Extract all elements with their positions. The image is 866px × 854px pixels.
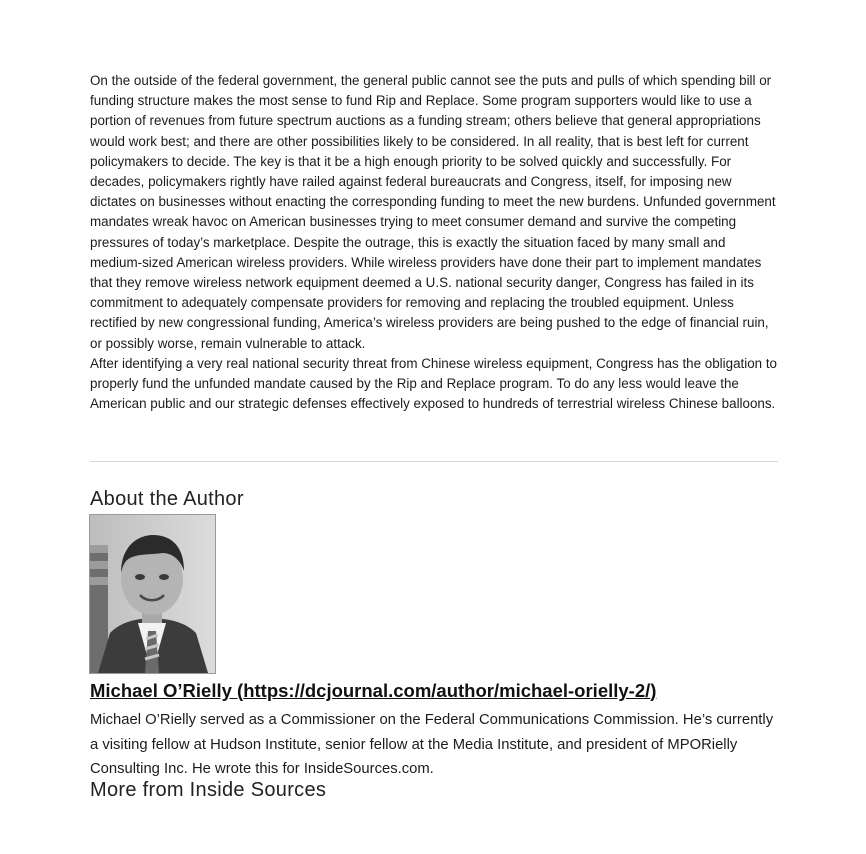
author-name: Michael O’Rielly: [90, 680, 232, 701]
section-divider: [90, 461, 778, 462]
article-paragraph: On the outside of the federal government, the general public cannot see the puts and pulls of which spending bill or funding structure makes the most sense to fund Rip and Replace. Some program supporters would like to use a portion of revenues from future spectrum auctions as a funding stream; others believe that general appropriations would work best; and there are other possibilities likely to be considered. In all reality, that is best left for current policymakers to decide. The key is that it be a high enough priority to be solved quickly and successfully. For decades, policymakers rightly have railed against federal bureaucrats and Congress, itself, for imposing new dictates on businesses without enacting the corresponding funding to meet the new burdens. Unfunded government mandates wreak havoc on American businesses trying to meet consumer demand and survive the competing pressures of today’s marketplace. Despite the outrage, this is exactly the situation faced by many small and medium-sized American wireless providers. While wireless providers have done their part to implement mandates that they remove wireless network equipment deemed a U.S. national security danger, Congress has failed in its commitment to adequately compensate providers for removing and replacing the troubled equipment. Unless rectified by new congressional funding, America’s wireless providers are being pushed to the edge of financial ruin, or possibly worse, remain vulnerable to attack.: [90, 73, 776, 351]
article-paragraph: After identifying a very real national security threat from Chinese wireless equipment, Congress has the obligation to properly fund the unfunded mandate caused by the Rip and Replace program. To do any less would leave the American public and our strategic defenses effectively exposed to hundreds of terrestrial wireless Chinese balloons.: [90, 355, 777, 412]
author-link[interactable]: [90, 679, 656, 703]
author-bio: Michael O’Rielly served as a Commissioner on the Federal Communications Commission. He’s currently a visiting fellow at Hudson Institute, senior fellow at the Media Institute, and president of MPORielly Consulting Inc. He wrote this for InsideSources.com.: [90, 712, 774, 778]
about-author-heading: About the Author: [90, 488, 244, 510]
author-photo: [89, 514, 216, 674]
author-url: ( https://dcjournal.com/author/michael-orielly-2/ ): [232, 680, 657, 701]
more-from-heading: More from Inside Sources: [90, 779, 327, 801]
article-body: [90, 71, 780, 414]
